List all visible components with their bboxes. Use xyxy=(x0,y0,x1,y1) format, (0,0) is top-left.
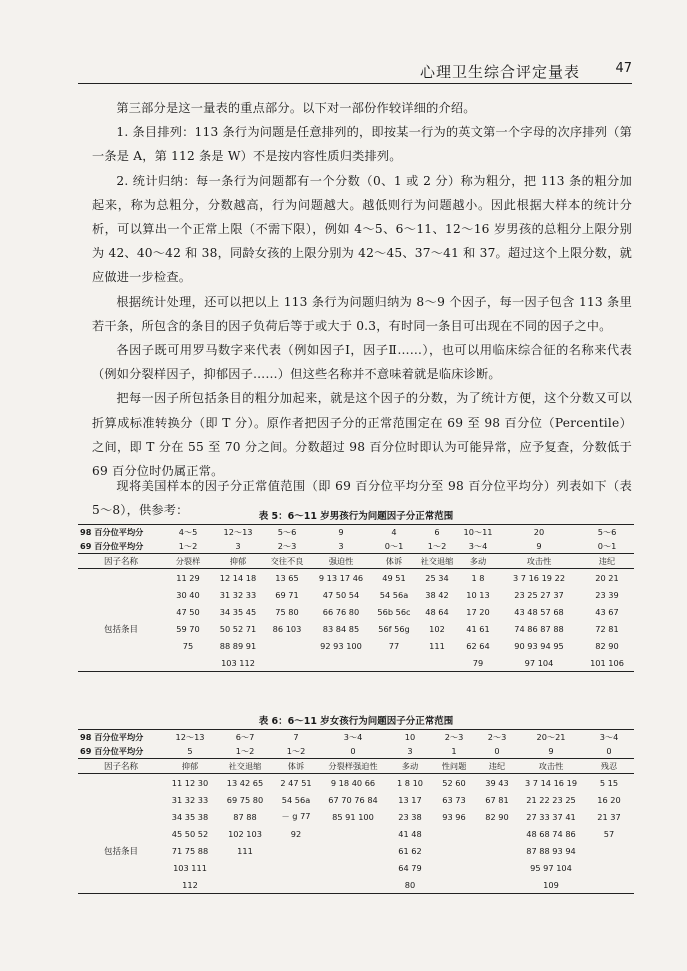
table5-caption: 表 5：6～11 岁男孩行为问题因子分正常范围 xyxy=(258,511,454,522)
table-cell: 47 50 54 xyxy=(322,589,360,600)
table-cell: 抑郁 xyxy=(212,554,264,569)
table-row xyxy=(78,637,634,654)
table-cell: 30 40 xyxy=(176,589,200,600)
table-cell: 分裂样 xyxy=(164,554,212,569)
items-label xyxy=(78,859,164,876)
items-label xyxy=(78,603,164,620)
table-cell: 48 68 74 86 xyxy=(526,828,576,839)
table-cell xyxy=(274,876,318,894)
table-cell: 9 xyxy=(310,525,372,540)
table-cell xyxy=(216,876,274,894)
items-label xyxy=(78,791,164,808)
table-cell: 3 xyxy=(212,539,264,554)
table-cell: 性问题 xyxy=(432,759,476,774)
table-row xyxy=(78,791,634,808)
items-label: 包括条目 xyxy=(103,624,138,635)
table-cell: 11 12 30 xyxy=(171,777,209,788)
table-cell: 95 97 104 xyxy=(530,862,572,873)
table-cell: 48 64 xyxy=(425,606,449,617)
table-cell: 93 96 xyxy=(442,811,466,822)
items-label xyxy=(78,637,164,654)
table-cell: 56b 56c xyxy=(377,606,411,617)
table-cell: 41 61 xyxy=(466,623,490,634)
table-cell: 72 81 xyxy=(595,623,619,634)
table-row xyxy=(78,859,634,876)
table-cell: 强迫性 xyxy=(310,554,372,569)
row-label: 69 百分位平均分 xyxy=(78,539,164,554)
table-cell xyxy=(264,637,310,654)
table-cell: 3 7 14 16 19 xyxy=(524,777,578,788)
table-cell: 1～2 xyxy=(416,539,458,554)
table-cell: 41 48 xyxy=(398,828,422,839)
items-label: 包括条目 xyxy=(103,846,138,857)
table-row xyxy=(78,808,634,825)
table-cell xyxy=(432,842,476,859)
table-cell: 87 88 93 94 xyxy=(526,845,576,856)
paragraph: 第三部分是这一量表的重点部分。以下对一部份作较详细的介绍。 xyxy=(116,101,476,115)
table-cell: 1 8 10 xyxy=(396,777,424,788)
table-cell: 85 91 100 xyxy=(332,811,374,822)
row-69-percentile xyxy=(78,539,634,554)
table6 xyxy=(78,729,634,894)
table-cell: 34 35 38 xyxy=(171,811,209,822)
table5 xyxy=(78,524,634,672)
table-cell: 59 70 xyxy=(176,623,200,634)
table-cell: 83 84 85 xyxy=(322,623,360,634)
body-text xyxy=(92,96,632,483)
row-factor-names xyxy=(78,759,634,774)
table-cell: 1～2 xyxy=(274,744,318,759)
paragraph: 把每一因子所包括条目的粗分加起来，就是这个因子的分数，为了统计方便，这个分数又可以折算成标准转换分（即 T 分）。原作者把因子分的正常范围定在 69 至 98 百分位（Percentile）之间，即 T 分在 55 至 70 分之间。分数超过 98 百分位时即认为可能异常，应予复查，分数低于 69 百分位时仍属正常。 xyxy=(92,391,632,479)
row-98-percentile xyxy=(78,525,634,540)
table-cell: 54 56a xyxy=(281,794,311,805)
table-cell: 5～6 xyxy=(264,525,310,540)
table-cell: 10～11 xyxy=(458,525,498,540)
table-cell: 50 52 71 xyxy=(219,623,257,634)
table-cell: 3～4 xyxy=(318,730,388,745)
table-row xyxy=(78,774,634,792)
table-row xyxy=(78,825,634,842)
table-cell xyxy=(476,876,518,894)
table-cell: 23 38 xyxy=(398,811,422,822)
table-cell: 10 xyxy=(388,730,432,745)
items-label xyxy=(78,808,164,825)
table-cell: 12～13 xyxy=(164,730,216,745)
table-cell: 23 39 xyxy=(595,589,619,600)
table-cell xyxy=(432,825,476,842)
row-label: 因子名称 xyxy=(78,759,164,774)
table-cell: 52 60 xyxy=(442,777,466,788)
table-cell: 20 xyxy=(498,525,580,540)
table-row xyxy=(78,603,634,620)
table-cell xyxy=(584,859,634,876)
table-row xyxy=(78,654,634,672)
table-cell: 3 7 16 19 22 xyxy=(512,572,566,583)
paragraph: 1. 条目排列：113 条行为问题是任意排列的，即按某一行为的英文第一个字母的次序排列（第一条是 A，第 112 条是 W）不是按内容性质归类排列。 xyxy=(92,125,632,164)
table-cell: 101 106 xyxy=(580,654,634,672)
table-cell: 0～1 xyxy=(372,539,416,554)
table-cell: 31 32 33 xyxy=(219,589,257,600)
page-number: 47 xyxy=(615,61,632,76)
table-cell: 13 65 xyxy=(275,572,299,583)
table-cell: 79 xyxy=(458,654,498,672)
table-cell: 6 xyxy=(416,525,458,540)
table-cell: 16 20 xyxy=(597,794,621,805)
table-cell: 多动 xyxy=(458,554,498,569)
table-cell xyxy=(372,654,416,672)
table-cell xyxy=(432,876,476,894)
table-cell: 3～4 xyxy=(458,539,498,554)
book-title: 心理卫生综合评定量表 xyxy=(419,63,580,81)
table-cell: 82 90 xyxy=(595,640,619,651)
row-label: 因子名称 xyxy=(78,554,164,569)
table-cell xyxy=(274,842,318,859)
row-label: 98 百分位平均分 xyxy=(78,730,164,745)
items-label xyxy=(78,569,164,587)
table-cell: 103 111 xyxy=(173,862,207,873)
table-cell: 57 xyxy=(603,828,615,839)
table-cell: 2～3 xyxy=(476,730,518,745)
table-cell: 攻击性 xyxy=(518,759,584,774)
table-cell: 12 14 18 xyxy=(219,572,257,583)
table-cell: 87 88 xyxy=(233,811,257,822)
table-cell: 违纪 xyxy=(580,554,634,569)
table-cell: 97 104 xyxy=(498,654,580,672)
table-row xyxy=(78,586,634,603)
table-cell: 62 64 xyxy=(466,640,490,651)
running-header xyxy=(78,55,632,84)
table-cell: 4 xyxy=(372,525,416,540)
table-cell: 43 48 57 68 xyxy=(514,606,564,617)
table-cell: 1～2 xyxy=(164,539,212,554)
row-69-percentile xyxy=(78,744,634,759)
table-cell: 25 34 xyxy=(425,572,449,583)
items-label xyxy=(78,876,164,894)
table-cell: 27 33 37 41 xyxy=(526,811,576,822)
table-cell: 66 76 80 xyxy=(322,606,360,617)
table-cell: 12～13 xyxy=(212,525,264,540)
row-98-percentile xyxy=(78,730,634,745)
table-cell: 75 xyxy=(182,640,194,651)
table-cell: 112 xyxy=(164,876,216,894)
table-cell: 45 50 52 xyxy=(171,828,209,839)
table-cell: 9 13 17 46 xyxy=(318,572,364,583)
table-cell: 43 67 xyxy=(595,606,619,617)
table-row xyxy=(78,842,634,859)
table-cell xyxy=(318,842,388,859)
table-cell: 77 xyxy=(388,640,400,651)
table-cell: 69 71 xyxy=(275,589,299,600)
table-cell: 0 xyxy=(476,744,518,759)
table-row xyxy=(78,876,634,894)
table-cell: 80 xyxy=(388,876,432,894)
table-cell: 10 13 xyxy=(466,589,490,600)
table-intro: 现将美国样本的因子分正常值范围（即 69 百分位平均分至 98 百分位平均分）列表如下（表 5～8），供参考： xyxy=(92,479,632,518)
table-cell xyxy=(318,876,388,894)
table-cell: 3 xyxy=(310,539,372,554)
table-cell: 20 21 xyxy=(595,572,619,583)
table-cell: 23 25 27 37 xyxy=(514,589,564,600)
table6-body xyxy=(78,730,634,894)
table-cell: 21 37 xyxy=(597,811,621,822)
table-cell: 9 xyxy=(498,539,580,554)
table-cell: 75 80 xyxy=(275,606,299,617)
table-cell xyxy=(476,859,518,876)
table-cell xyxy=(310,654,372,672)
table-cell: 31 32 33 xyxy=(171,794,209,805)
table-cell: 体诉 xyxy=(274,759,318,774)
table-cell: 2～3 xyxy=(264,539,310,554)
table-cell: 交往不良 xyxy=(264,554,310,569)
table-cell: 54 56a xyxy=(379,589,409,600)
table-cell: 13 17 xyxy=(398,794,422,805)
table-cell: 抑郁 xyxy=(164,759,216,774)
table-cell: 体诉 xyxy=(372,554,416,569)
table-cell: 63 73 xyxy=(442,794,466,805)
table-cell: 90 93 94 95 xyxy=(514,640,564,651)
table-cell: 社交退缩 xyxy=(216,759,274,774)
table-cell: 82 90 xyxy=(485,811,509,822)
items-label xyxy=(78,825,164,842)
table-cell xyxy=(584,876,634,894)
paragraph: 根据统计处理，还可以把以上 113 条行为问题归纳为 8～9 个因子，每一因子包含 113 条里若干条，所包含的条目的因子负荷后等于或大于 0.3，有时同一条目可出现在不同的因子之中。 xyxy=(92,294,632,333)
table-cell xyxy=(432,859,476,876)
table-cell: 102 xyxy=(429,623,445,634)
table-cell: － g 77 xyxy=(281,811,311,821)
row-label: 69 百分位平均分 xyxy=(78,744,164,759)
table-cell: 11 29 xyxy=(176,572,200,583)
table-cell: 2 47 51 xyxy=(280,777,312,788)
table-cell: 5 xyxy=(164,744,216,759)
table-cell: 13 42 65 xyxy=(226,777,264,788)
table5-body xyxy=(78,525,634,672)
table-cell: 47 50 xyxy=(176,606,200,617)
table-cell: 0 xyxy=(318,744,388,759)
table-cell: 违纪 xyxy=(476,759,518,774)
table6-caption: 表 6：6～11 岁女孩行为问题因子分正常范围 xyxy=(258,716,454,727)
table-cell: 103 112 xyxy=(212,654,264,672)
table-row xyxy=(78,620,634,637)
table-cell: 7 xyxy=(274,730,318,745)
table-cell xyxy=(416,654,458,672)
table-cell: 20～21 xyxy=(518,730,584,745)
row-factor-names xyxy=(78,554,634,569)
table-cell: 6～7 xyxy=(216,730,274,745)
row-label: 98 百分位平均分 xyxy=(78,525,164,540)
table-cell: 39 43 xyxy=(485,777,509,788)
table-cell: 34 35 45 xyxy=(219,606,257,617)
table-cell: 71 75 88 xyxy=(171,845,209,856)
table-cell: 5 15 xyxy=(599,777,619,788)
table-cell: 38 42 xyxy=(425,589,449,600)
table-cell xyxy=(274,859,318,876)
items-label xyxy=(78,586,164,603)
table-cell xyxy=(216,859,274,876)
table-cell: 92 xyxy=(290,828,302,839)
table-cell: 残忍 xyxy=(584,759,634,774)
table-cell: 17 20 xyxy=(466,606,490,617)
table-cell: 92 93 100 xyxy=(320,640,362,651)
table-cell: 109 xyxy=(518,876,584,894)
table-cell xyxy=(318,859,388,876)
table-cell: 0 xyxy=(584,744,634,759)
table-cell xyxy=(476,825,518,842)
table-cell: 4～5 xyxy=(164,525,212,540)
table-cell xyxy=(318,825,388,842)
table-cell: 74 86 87 88 xyxy=(514,623,564,634)
table-cell: 88 89 91 xyxy=(219,640,257,651)
items-label xyxy=(78,654,164,672)
paragraph: 各因子既可用罗马数字来代表（例如因子Ⅰ，因子Ⅱ……），也可以用临床综合征的名称来代表（例如分裂样因子，抑郁因子……）但这些名称并不意味着就是临床诊断。 xyxy=(92,343,632,382)
table-cell: 86 103 xyxy=(272,623,302,634)
table-cell: 3 xyxy=(388,744,432,759)
table-cell: 67 81 xyxy=(485,794,509,805)
table-cell: 111 xyxy=(429,640,445,651)
table-cell: 111 xyxy=(237,845,253,856)
table-cell: 49 51 xyxy=(382,572,406,583)
table-cell: 0～1 xyxy=(580,539,634,554)
table-cell: 67 70 76 84 xyxy=(328,794,378,805)
items-label xyxy=(78,774,164,792)
table-cell: 69 75 80 xyxy=(226,794,264,805)
table-cell: 9 18 40 66 xyxy=(330,777,376,788)
table-cell: 1 8 xyxy=(471,572,485,583)
table-cell: 分裂样强迫性 xyxy=(318,759,388,774)
table-row xyxy=(78,569,634,587)
table-cell: 5～6 xyxy=(580,525,634,540)
table-cell: 56f 56g xyxy=(378,623,410,634)
table-cell xyxy=(476,842,518,859)
table-cell: 3～4 xyxy=(584,730,634,745)
table-cell: 21 22 23 25 xyxy=(526,794,576,805)
paragraph: 2. 统计归纳：每一条行为问题都有一个分数（0、1 或 2 分）称为粗分，把 113 条的粗分加起来，称为总粗分，分数越高，行为问题越大。越低则行为问题越小。因此根据大样本的统计分析，可以算出一个正常上限（不需下限），例如 4～5、6～11、12～16 岁男孩的总粗分上限分别为 42、40～42 和 38，同龄女孩的上限分别为 42～45、37～41 和 37。超过这个上限分数，就应做进一步检查。 xyxy=(92,173,632,285)
table-cell: 64 79 xyxy=(398,862,422,873)
table-cell: 攻击性 xyxy=(498,554,580,569)
table-cell: 多动 xyxy=(388,759,432,774)
table-cell xyxy=(584,842,634,859)
table-cell xyxy=(164,654,212,672)
table-cell: 9 xyxy=(518,744,584,759)
table-cell: 1～2 xyxy=(216,744,274,759)
table-cell xyxy=(264,654,310,672)
table-cell: 102 103 xyxy=(228,828,262,839)
table-cell: 社交退缩 xyxy=(416,554,458,569)
table-cell: 2～3 xyxy=(432,730,476,745)
table-cell: 61 62 xyxy=(398,845,422,856)
table-cell: 1 xyxy=(432,744,476,759)
